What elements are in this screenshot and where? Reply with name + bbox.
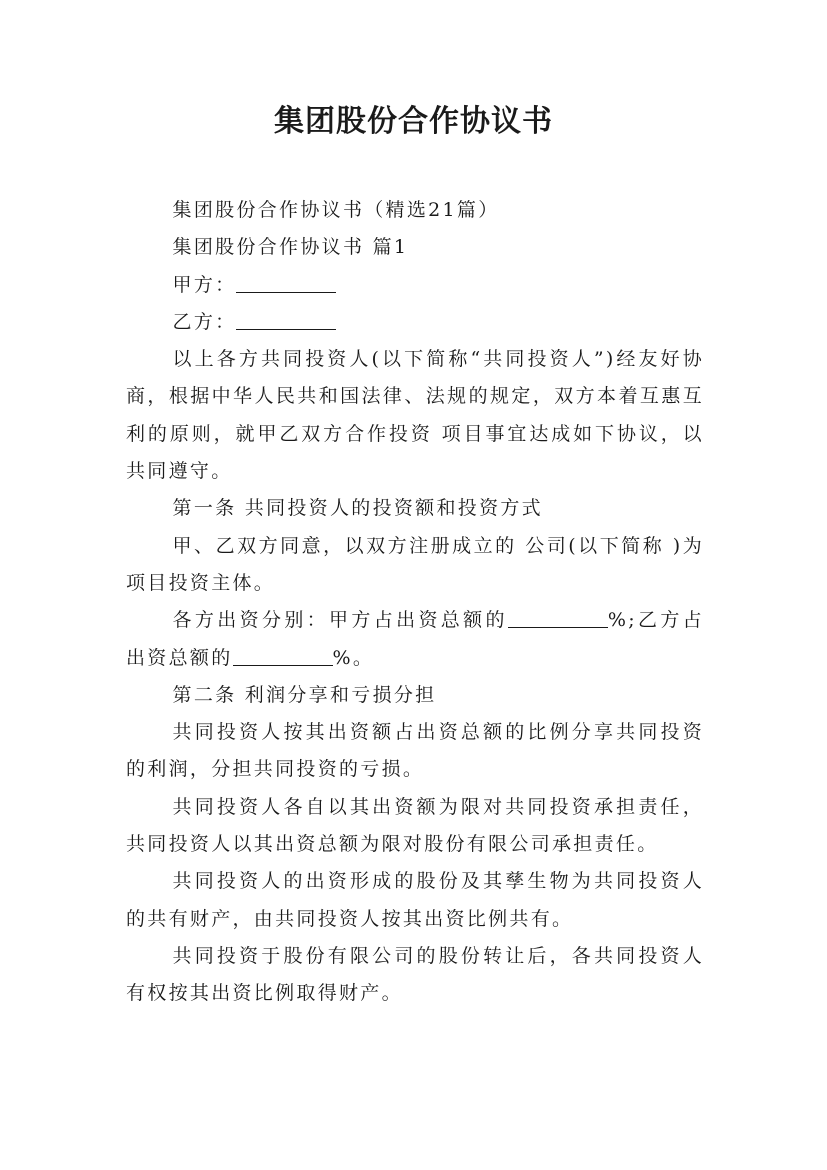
article-1-heading: 第一条 共同投资人的投资额和投资方式 <box>172 497 543 520</box>
joint-property-paragraph: 共同投资人的出资形成的股份及其孳生物为共同投资人的共有财产，由共同投资人按其出资比例共有。 <box>126 870 704 930</box>
subtitle-paragraph: 集团股份合作协议书（精选21篇） <box>172 199 500 221</box>
liability-paragraph: 共同投资人各自以其出资额为限对共同投资承担责任，共同投资人以其出资总额为限对股份有限公司承担责任。 <box>126 795 704 856</box>
party-a-label: 甲方： <box>172 273 237 296</box>
party-b-percent-blank <box>233 647 333 666</box>
party-b-line <box>126 304 704 341</box>
preamble-paragraph: 以上各方共同投资人(以下简称“共同投资人”)经友好协商，根据中华人民共和国法律、法规的规定，双方本着互惠互利的原则，就甲乙双方合作投资 项目事宜达成如下协议，以共同遵守。 <box>126 348 704 483</box>
contribution-part1: 各方出资分别：甲方占出资总额的 <box>172 609 508 632</box>
contribution-part3: %。 <box>332 646 375 669</box>
document-title: 集团股份合作协议书 <box>274 104 553 139</box>
party-a-blank <box>236 274 336 293</box>
section-heading-1: 集团股份合作协议书 篇1 <box>172 236 409 259</box>
party-b-label: 乙方： <box>172 310 237 333</box>
party-b-blank <box>236 311 336 330</box>
article-2-heading: 第二条 利润分享和亏损分担 <box>172 683 437 706</box>
profit-sharing-paragraph: 共同投资人按其出资额占出资总额的比例分享共同投资的利润，分担共同投资的亏损。 <box>126 721 704 781</box>
party-a-percent-blank <box>508 609 608 628</box>
contribution-paragraph <box>126 602 704 677</box>
investment-entity-paragraph: 甲、乙双方同意，以双方注册成立的 公司(以下简称 )为项目投资主体。 <box>126 534 704 594</box>
contribution-part2: %;乙方占出资总额的 <box>126 609 704 669</box>
document-body <box>126 192 704 1013</box>
party-a-line <box>126 267 704 304</box>
share-transfer-paragraph: 共同投资于股份有限公司的股份转让后，各共同投资人有权按其出资比例取得财产。 <box>126 944 704 1005</box>
